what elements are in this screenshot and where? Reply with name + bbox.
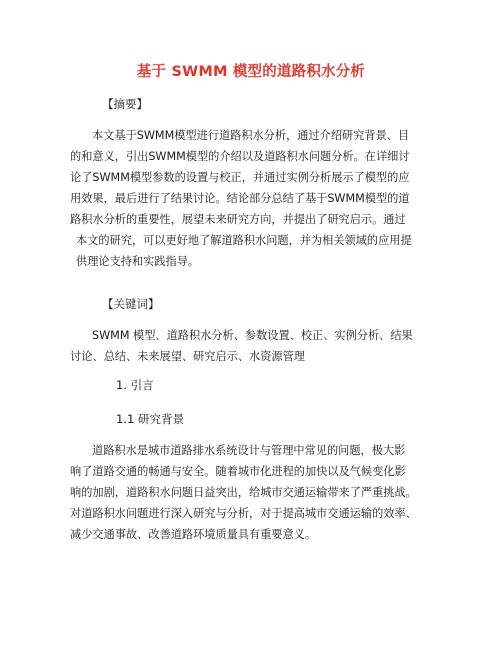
- body-line: 对道路积水问题进行深入研究与分析，对于提高城市交通运输的效率、: [70, 507, 417, 520]
- abstract-line: 供理论支持和实践指导。: [76, 255, 200, 268]
- body-line: 减少交通事故、改善道路环境质量具有重要意义。: [70, 528, 317, 541]
- abstract-line: 论了SWMM模型参数的设置与校正，并通过实例分析展示了模型的应: [70, 171, 410, 184]
- abstract-paragraph: [70, 125, 442, 272]
- abstract-line: 用效果，最后进行了结果讨论。结论部分总结了基于SWMM模型的道: [70, 192, 410, 205]
- keywords-heading: 【关键词】: [102, 297, 160, 311]
- keywords-line: SWMM 模型、道路积水分析、参数设置、校正、实例分析、结果: [92, 329, 413, 342]
- background-paragraph: [70, 440, 442, 545]
- subsection-heading: 1.1 研究背景: [116, 412, 184, 426]
- body-line: 响了道路交通的畅通与安全。随着城市化进程的加快以及气候变化影: [70, 465, 406, 478]
- body-line: 道路积水是城市道路排水系统设计与管理中常见的问题，极大影: [92, 444, 406, 457]
- section-heading: 1. 引言: [116, 378, 154, 392]
- document-title: 基于 SWMM 模型的道路积水分析: [136, 64, 366, 80]
- keywords-paragraph: [70, 325, 442, 367]
- abstract-line: 本文的研究，可以更好地了解道路积水问题，并为相关领域的应用提: [76, 234, 412, 247]
- abstract-heading: 【摘要】: [102, 97, 148, 111]
- abstract-line: 路积水分析的重要性，展望未来研究方向，并提出了研究启示。通过: [70, 213, 406, 226]
- body-line: 响的加剧，道路积水问题日益突出，给城市交通运输带来了严重挑战。: [70, 486, 417, 499]
- abstract-line: 本文基于SWMM模型进行道路积水分析，通过介绍研究背景、目: [92, 129, 410, 142]
- abstract-line: 的和意义，引出SWMM模型的介绍以及道路积水问题分析。在详细讨: [70, 150, 410, 163]
- keywords-line: 讨论、总结、未来展望、研究启示、水资源管理: [70, 350, 305, 363]
